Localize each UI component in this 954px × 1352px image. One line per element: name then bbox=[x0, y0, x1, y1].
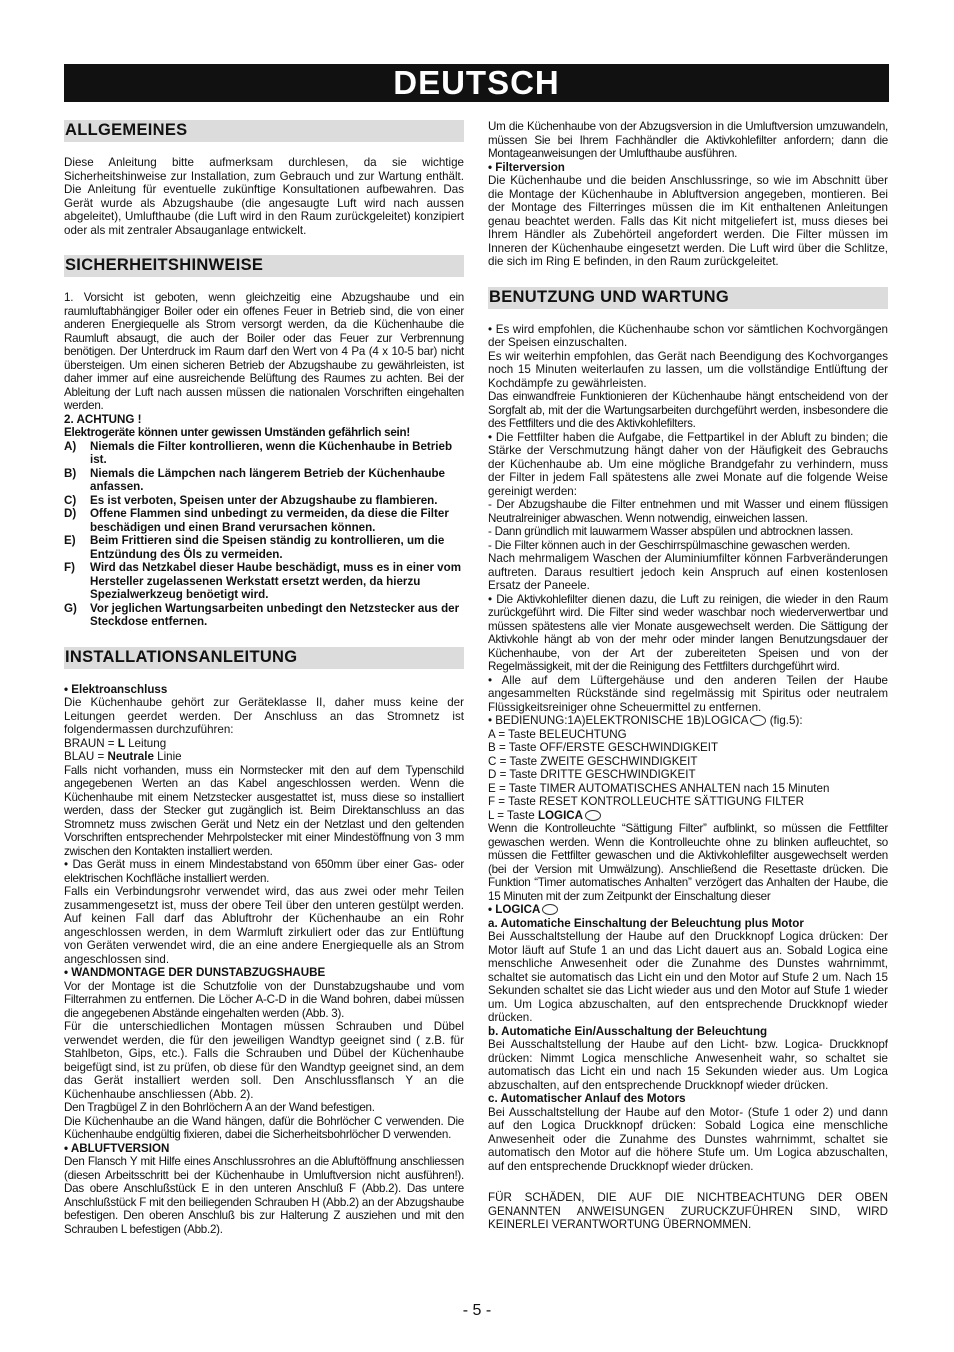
install-paragraph-1: Die Küchenhaube gehört zur Geräteklasse II, daher muss keine der Leitungen geerdet werden. Der Anschluss an das Stromnetz ist folgendermassen durchzuführen: bbox=[64, 696, 464, 736]
key-line: F = Taste RESET KONTROLLEUCHTE SÄTTIGUNG FILTER bbox=[488, 795, 804, 808]
warning-item: E) Beim Frittieren sind die Speisen ständig zu kontrollieren, um die Entzündung des Öls zu vermeiden. bbox=[64, 534, 445, 561]
benutzung-paragraph-7: - Die Filter können auch in der Geschirrspülmaschine gewaschen werden. bbox=[488, 538, 851, 552]
benutzung-paragraph-2: Es wir weiterhin empfohlen, das Gerät nach Beendigung des Kochvorganges noch 15 Minuten weiterlaufen zu lassen, um die vollständige Entlüftung der Kochdämpfe zu gewährleisten. bbox=[488, 349, 888, 390]
logica-logo-icon bbox=[542, 904, 558, 915]
wand-paragraph-4: Die Küchenhaube an die Wand hängen, dafür die Bohrlöcher C verwenden. Die Küchenhaube endgültig fixieren, dabei die Sicherheitsbohrlöcher D verwenden. bbox=[64, 1114, 464, 1141]
benutzung-paragraph-3: Das einwandfreie Funktionieren der Küchenhaube hängt entscheidend von der Sorgfalt ab, mit der die Wartungsarbeiten durchgeführt werden, insbesondere die des Fettfilters und die des Aktivkohlefilters. bbox=[488, 390, 888, 430]
install-paragraph-2: Falls nicht vorhanden, muss ein Normstecker mit den auf dem Typenschild angegebenen Werten an das Kabel angeschlossen werden. Wenn die Küchenhaube mit einem Netzstecker ausgestattet ist, muss diese so installiert werden, dass der Stecker gut zugänglich ist. Beim Direktanschluss an das Stromnetz muss zwischen Gerät und Netz ein der Netzlast und den geltenden Vorschriften entsprechender Mehrpolstecker mit einer Mindestöffnung von 3 mm zwischen den Kontakten installiert werden. bbox=[64, 763, 464, 858]
blau-line: BLAU = Neutrale Linie bbox=[64, 750, 182, 763]
key-line: D = Taste DRITTE GESCHWINDIGKEIT bbox=[488, 768, 696, 781]
sicherheit-paragraph-1: 1. Vorsicht ist geboten, wenn gleichzeitig eine Abzugshaube und ein raumluftabhängiger Boiler oder ein offenes Feuer in Betrieb sind, die von einer anderen Energiequelle als Strom versorgt werden, da die Küchenhaube die Raumluft absaugt, die auch der Boiler oder das Feuer zur Verbrennung benötigen. Der Unterdruck im Raum darf den Wert von 4 Pa (4 x 10-5 bar) nicht übersteigen. Um einen sicheren Betrieb der Abzugshaube zu gewährleisten, ist daher immer auf eine ausreichende Belüftung des Raumes zu achten. Bei der Ableitung der Luft nach aussen müssen die nationalen Vorschriften eingehalten werden. bbox=[64, 291, 464, 412]
elektro-warning: Elektrogeräte können unter gewissen Umständen gefährlich sein! bbox=[64, 426, 410, 439]
page-number: - 5 - bbox=[462, 1302, 492, 1319]
benutzung-paragraph-6: - Dann gründlich mit lauwarmem Wasser abspülen und abtrocknen lassen. bbox=[488, 525, 854, 538]
warning-item: F) Wird das Netzkabel dieser Haube beschädigt, muss es in einer vom Hersteller zugelassenen Werkstatt ersetzt werden, da hierzu Spezialwerkzeug benöetigt wird. bbox=[64, 561, 462, 601]
abluft-paragraph-1: Den Flansch Y mit Hilfe eines Anschlussrohres an die Abluftöffnung anschliessen (diesen Arbeitsschritt bei der Küchenhaube in Umluftversion nicht ausführen!). Das obere Anschlußstück E in den unteren Anschluß F (Abb.2). Das untere Anschlußstück F mit den beiliegenden Schrauben H (Abb.2) an der Abzugshaube befestigen. Den oberen Anschluß bis zur Halterung Z ausziehen und mit den Schrauben L befestigen (Abb.2). bbox=[64, 1155, 464, 1236]
benutzung-paragraph-8: Nach mehrmaligem Waschen der Aluminiumfilter können Farbveränderungen auftreten. Daraus resultiert jedoch kein Anspruch auf einen kostenlosen Ersatz der Paneele. bbox=[488, 552, 888, 592]
key-line: E = Taste TIMER AUTOMATISCHES ANHALTEN nach 15 Minuten bbox=[488, 781, 830, 795]
logica-b-heading: b. Automatiche Ein/Ausschaltung der Beleuchtung bbox=[488, 1024, 768, 1038]
warning-item: G) Vor jeglichen Wartungsarbeiten unbedingt den Netzstecker aus der Steckdose entfernen. bbox=[64, 601, 460, 628]
logica-a-heading: a. Automatiche Einschaltung der Beleuchtung plus Motor bbox=[488, 916, 804, 930]
logica-logo-icon bbox=[750, 715, 766, 726]
install-paragraph-4: Falls ein Verbindungsrohr verwendet wird, das aus zwei oder mehr Teilen zusammengesetzt ist, muss der obere Teil über den unteren gestülpt werden. Auf keinen Fall darf das Abluftrohr der Küchenhaube an ein Rohr angeschlossen werden, in dem Warmluft zirkuliert oder das zur Entlüftung von Geräten verwendet wird, die an eine andere Energiequelle als an Strom angeschlossen sind. bbox=[64, 885, 464, 966]
abluftversion-label: • ABLUFTVERSION bbox=[64, 1141, 170, 1155]
logica-b-text: Bei Ausschaltstellung der Haube auf den Licht- bzw. Logica- Druckknopf drücken: Nimmt Logica menschliche Anwesenheit wahr, so schaltet sie automatisch das Licht ein und nach 15 Sekunden wieder aus. Um Logica abzuschalten, auf den entsprechende Druckknopf wieder drücken. bbox=[488, 1038, 888, 1092]
heading-sicherheitshinweise: SICHERHEITSHINWEISE bbox=[64, 255, 464, 277]
haftung-notice: FÜR SCHÄDEN, DIE AUF DIE NICHTBEACHTUNG DER OBEN GENANNTEN ANWEISUNGEN ZURUCKZUFÜHREN SIND, WIRD KEINERLEI VERANTWORTUNG ÜBERNOMMEN. bbox=[488, 1191, 888, 1231]
heading-allgemeines: ALLGEMEINES bbox=[64, 120, 464, 142]
logica-c-text: Bei Ausschaltstellung der Haube auf den Motor- (Stufe 1 oder 2) und dann auf den Logica Druckknopf drücken: Sobald Logica eine menschliche Anwesenheit oder die Zunahme des Dunstes wahrnimmt, schaltet sie automatisch den Motor auf die höhere Stufe um. Um Logica abzuschalten, auf den entsprechende Druckknopf wieder drücken. bbox=[488, 1105, 888, 1173]
key-line: B = Taste OFF/ERSTE GESCHWINDIGKEIT bbox=[488, 741, 719, 754]
key-line: C = Taste ZWEITE GESCHWINDIGKEIT bbox=[488, 754, 698, 768]
benutzung-paragraph-1: • Es wird empfohlen, die Küchenhaube schon vor sämtlichen Kochvorgängen der Speisen einzuschalten. bbox=[488, 322, 888, 349]
heading-benutzung-und-wartung: BENUTZUNG UND WARTUNG bbox=[488, 287, 888, 309]
logica-label: • LOGICA bbox=[488, 903, 888, 917]
braun-line: BRAUN = L Leitung bbox=[64, 736, 167, 750]
logica-a-text: Bei Ausschaltstellung der Haube auf den Druckknopf Logica drücken: Der Motor läuft auf Stufe 1 an und das Licht dauert aus an. Sobald Logica eine menschliche Anwesenheit oder die Zunahme des Dunstes wahrnimmt, schaltet sie automatisch das Licht ein und den Motor auf Stufe 2 um. Nach 15 Sekunden schaltet sie das Licht wieder aus und den Motor auf Stufe 1 wieder um. Um Logica abzuschalten, auf den entsprechende Druckknopf wieder drücken. bbox=[488, 930, 888, 1024]
benutzung-paragraph-5: - Der Abzugshaube die Filter entnehmen und mit Wasser und einem flüssigen Neutralreiniger abwaschen. Wenn notwendig, einweichen lassen. bbox=[488, 498, 888, 525]
heading-installationsanleitung: INSTALLATIONSANLEITUNG bbox=[64, 647, 464, 669]
elektroanschluss-label: • Elektroanschluss bbox=[64, 682, 168, 696]
umluft-paragraph: Um die Küchenhaube von der Abzugsversion in die Umluftversion umzuwandeln, müssen Sie bei Ihrem Fachhändler die Aktivkohlefilter anfordern; dann die Montageanweisungen der Umlufthaube ausführen. bbox=[488, 120, 888, 160]
wand-paragraph-1: Vor der Montage ist die Schutzfolie von der Dunstabzugshaube und vom Filterrahmen zu entfernen. Die Löcher A-C-D in die Wand bohren, dabei müssen die angegebenen Abstände eingehalten werden (Abb. 3). bbox=[64, 979, 464, 1020]
warning-item: A) Niemals die Filter kontrollieren, wenn die Küchenhaube in Betrieb ist. bbox=[64, 439, 453, 466]
benutzung-paragraph-4: • Die Fettfilter haben die Aufgabe, die Fettpartikel in der Abluft zu binden; die Stärke der Verschmutzung hängt daher von der Häufigkeit des Gebrauchs der Küchenhaube ab. Um eine mögliche Brandgefahr zu verhindern, muss der Filter in jedem Fall spätestens alle zwei Monate auf die folgende Weise gereinigt werden: bbox=[488, 430, 888, 498]
right-column bbox=[488, 120, 888, 1232]
wand-paragraph-3: Den Tragbügel Z in den Bohrlöchern A an der Wand befestigen. bbox=[64, 1101, 375, 1114]
page-title: DEUTSCH bbox=[64, 64, 889, 102]
kontrolleuchte-paragraph: Wenn die Kontrolleuchte “Sättigung Filter” aufblinkt, so müssen die Fettfilter gewaschen werden. Wenn die Kontrolleuchte ohne zu blinken aufleuchtet, so müssen die Fettfilter gewaschen und die Aktivkohlefilter ausgewechselt werden (bei der Version mit Umwälzung). Anschließend die Resettaste drücken. Die Funktion “Timer automatisches Anhalten” verzögert das Anhalten der Haube, die 15 Minuten mit der zum Zeitpunkt der Einschaltung dieser bbox=[488, 822, 888, 903]
warning-item: D) Offene Flammen sind unbedingt zu vermeiden, da diese die Filter beschädigen und einen Brand verursachen können. bbox=[64, 507, 449, 534]
logica-c-heading: c. Automatischer Anlauf des Motors bbox=[488, 1092, 686, 1105]
left-column bbox=[64, 120, 464, 1236]
install-paragraph-3: • Das Gerät muss in einem Mindestabstand von 650mm über einer Gas- oder elektrischen Kochfläche installiert werden. bbox=[64, 858, 464, 885]
warning-item: C) Es ist verboten, Speisen unter der Abzugshaube zu flambieren. bbox=[64, 493, 438, 507]
allgemeines-text: Diese Anleitung bitte aufmerksam durchlesen, da sie wichtige Sicherheitshinweise zur Installation, zum Gebrauch und zur Wartung enthält. Die Anleitung für eventuelle zukünftige Konsultationen aufbewahren. Das Gerät wurde als Abzugshaube (die angesaugte Luft wird nach aussen abgeleitet), Umlufthaube (die Luft wird in den Raum zurückgeleitet) konzipiert oder als mit zentraler Absauganlage entwickelt. bbox=[64, 156, 464, 237]
key-line: A = Taste BELEUCHTUNG bbox=[488, 727, 627, 741]
wandmontage-label: • WANDMONTAGE DER DUNSTABZUGSHAUBE bbox=[64, 966, 326, 979]
logica-logo-icon bbox=[585, 810, 601, 821]
filterversion-label: • Filterversion bbox=[488, 160, 565, 174]
benutzung-paragraph-9: • Die Aktivkohlefilter dienen dazu, die Luft zu reinigen, die wieder in den Raum zurückgeführt wird. Die Filter sind weder waschbar noch wiederverwertbar und müssen spätestens alle vier Monate ausgewechselt werden. Die Sättigung der Aktivkohle hängt ab von der mehr oder minder langen Benutzungsdauer der Küchenhaube, von der Art der zubereiteten Speisen und von der Regelmässigkeit, mit der die Reinigung des Fettfilters durchgeführt wird. bbox=[488, 592, 888, 673]
warning-item: B) Niemals die Lämpchen nach längerem Betrieb der Küchenhaube anfassen. bbox=[64, 466, 445, 493]
achtung-label: 2. ACHTUNG ! bbox=[64, 412, 142, 426]
wand-paragraph-2: Für die unterschiedlichen Montagen müssen Schrauben und Dübel verwendet werden, die für den jeweiligen Wandtyp geeignet sind ( z.B. für Stahlbeton, Gips, etc.). Falls die Schrauben und Dübel der Küchenhaube beigefügt sind, ist zu prüfen, ob diese für den Wandtyp geeignet sind, an dem das Gerät installiert werden soll. Den Anschlussflansch Y an die Küchenhaube anschliessen (Abb. 2). bbox=[64, 1020, 464, 1101]
filter-paragraph: Die Küchenhaube und die beiden Anschlussringe, so wie im Abschnitt über die Montage der Küchenhaube in Abluftversion angegeben, montieren. Bei der Montage des Filterringes müssen die im Kit enthaltenen Anleitungen genau beachtet werden. Falls das Kit nicht mitgeliefert ist, muss dieses bei Ihrem Händler als Zubehörteil angefordert werden. Die Filter müssen im Inneren der Küchenhaube eingesetzt werden. Die Luft wird über die Schlitze, die sich im Ring E befinden, in den Raum zurückgeleitet. bbox=[488, 174, 888, 268]
bedienung-line: • BEDIENUNG:1A)ELEKTRONISCHE 1B)LOGICA (fig.5): bbox=[488, 714, 803, 727]
benutzung-paragraph-10: • Alle auf dem Lüftergehäuse und den anderen Teilen der Haube angesammelten Rückstände sind regelmässig mit Spiritus oder neutralem Flüssigkeitsreiniger ohne Scheuermittel zu entfernen. bbox=[488, 673, 888, 714]
key-line: L = Taste LOGICA bbox=[488, 809, 888, 823]
